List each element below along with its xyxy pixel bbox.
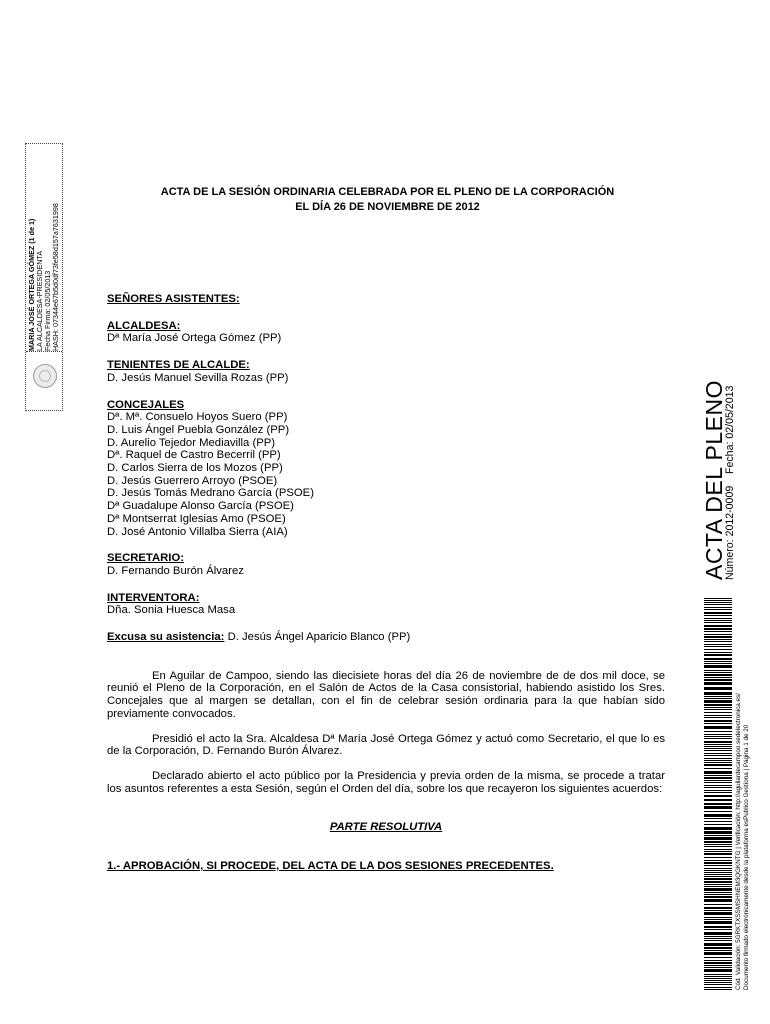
barcode-icon [704, 598, 732, 990]
excusa-line [107, 631, 665, 644]
interventora-heading: INTERVENTORA: [107, 591, 200, 604]
tenientes-heading: TENIENTES DE ALCALDE: [107, 359, 250, 372]
agenda-point-1: 1.- APROBACIÓN, SI PROCEDE, DEL ACTA DE LA DOS SESIONES PRECEDENTES. [107, 860, 554, 873]
paragraph-agenda: Declarado abierto el acto público por la Presidencia y previa orden de la misma, se procede a tratar los asuntos referentes a esta Sesión, según el Orden del día, sobre los que recayeron los siguientes acuerdos: [107, 769, 665, 795]
secretario-heading: SECRETARIO: [107, 552, 184, 565]
document-title [110, 185, 665, 215]
validation-text [735, 605, 757, 990]
concejal-item: Dª Montserrat Iglesias Amo (PSOE) [107, 512, 286, 525]
parte-resolutiva-heading: PARTE RESOLUTIVA [329, 821, 443, 834]
acta-stamp-meta [722, 360, 738, 580]
asistentes-heading: SEÑORES ASISTENTES: [107, 293, 240, 305]
alcaldesa-name: Dª María José Ortega Gómez (PP) [107, 332, 282, 345]
signature-divider [26, 351, 62, 352]
excusa-name: D. Jesús Ángel Aparicio Blanco (PP) [224, 631, 411, 644]
concejal-item: D. Carlos Sierra de los Mozos (PP) [107, 462, 283, 475]
signature-block [25, 143, 63, 411]
acta-stamp-title: ACTA DEL PLENO [701, 379, 727, 580]
document-body [107, 293, 665, 873]
interventora-name: Dña. Sonia Huesca Masa [107, 604, 236, 617]
concejal-item: Dª. Mª. Consuelo Hoyos Suero (PP) [107, 411, 288, 424]
alcaldesa-heading: ALCALDESA: [107, 319, 181, 332]
seal-icon [33, 364, 57, 388]
concejales-list [107, 411, 665, 538]
concejal-item: D. Jesús Tomás Medrano García (PSOE) [107, 487, 314, 500]
validation-line-2: Documento firmado electrónicamente desde la plataforma esPublico Gestiona | Página 1 de 20 [743, 724, 750, 990]
excusa-label: Excusa su asistencia: [107, 631, 225, 644]
signature-date: Fecha Firma: 02/05/2013 [43, 270, 52, 351]
secretario-name: D. Fernando Burón Álvarez [107, 564, 244, 577]
concejal-item: D. José Antonio Villalba Sierra (AIA) [107, 525, 288, 538]
acta-numero: Número: 2012-0009 [724, 485, 736, 580]
signature-hash: HASH: 07344e67b5d0df73fe58d157a7631998 [51, 203, 60, 351]
paragraph-opening: En Aguilar de Campoo, siendo las diecisiete horas del día 26 de noviembre de de dos mil doce, se reunió el Pleno de la Corporación, en el Salón de Actos de la Casa consistorial, habiendo asistido los Sres. Concejales que al margen se detallan, con el fin de celebrar sesión ordinaria para la que habían sido previamente convocados. [107, 669, 665, 720]
concejal-item: Dª Guadalupe Alonso García (PSOE) [107, 500, 294, 513]
teniente-name: D. Jesús Manuel Sevilla Rozas (PP) [107, 371, 289, 384]
concejal-item: Dª. Raquel de Castro Becerril (PP) [107, 449, 281, 462]
concejal-item: D. Jesús Guerrero Arroyo (PSOE) [107, 474, 278, 487]
paragraph-presidency: Presidió el acto la Sra. Alcaldesa Dª María José Ortega Gómez y actuó como Secretario, el que lo es de la Corporación, D. Fernando Burón Álvarez. [107, 732, 665, 758]
acta-fecha: Fecha: 02/05/2013 [724, 385, 736, 474]
validation-line-1: Cód. Validación: 5GRKTXSSMSHNEM3QGKNTG | Verificación: http://aguilardecampoo.sedelectronica.es/ [735, 693, 742, 990]
concejales-heading: CONCEJALES [107, 398, 185, 411]
signature-text [26, 85, 64, 351]
concejal-item: D. Aurelio Tejedor Mediavilla (PP) [107, 436, 276, 449]
signer-role: LA ALCALDESA-PRESIDENTA [35, 250, 44, 351]
concejal-item: D. Luis Ángel Puebla González (PP) [107, 423, 290, 436]
title-line-1: ACTA DE LA SESIÓN ORDINARIA CELEBRADA POR EL PLENO DE LA CORPORACIÓN [160, 186, 615, 198]
title-line-2: EL DÍA 26 DE NOVIEMBRE DE 2012 [295, 201, 480, 213]
signer-name: MARIA JOSÉ ORTEGA GÓMEZ (1 de 1) [27, 218, 36, 351]
